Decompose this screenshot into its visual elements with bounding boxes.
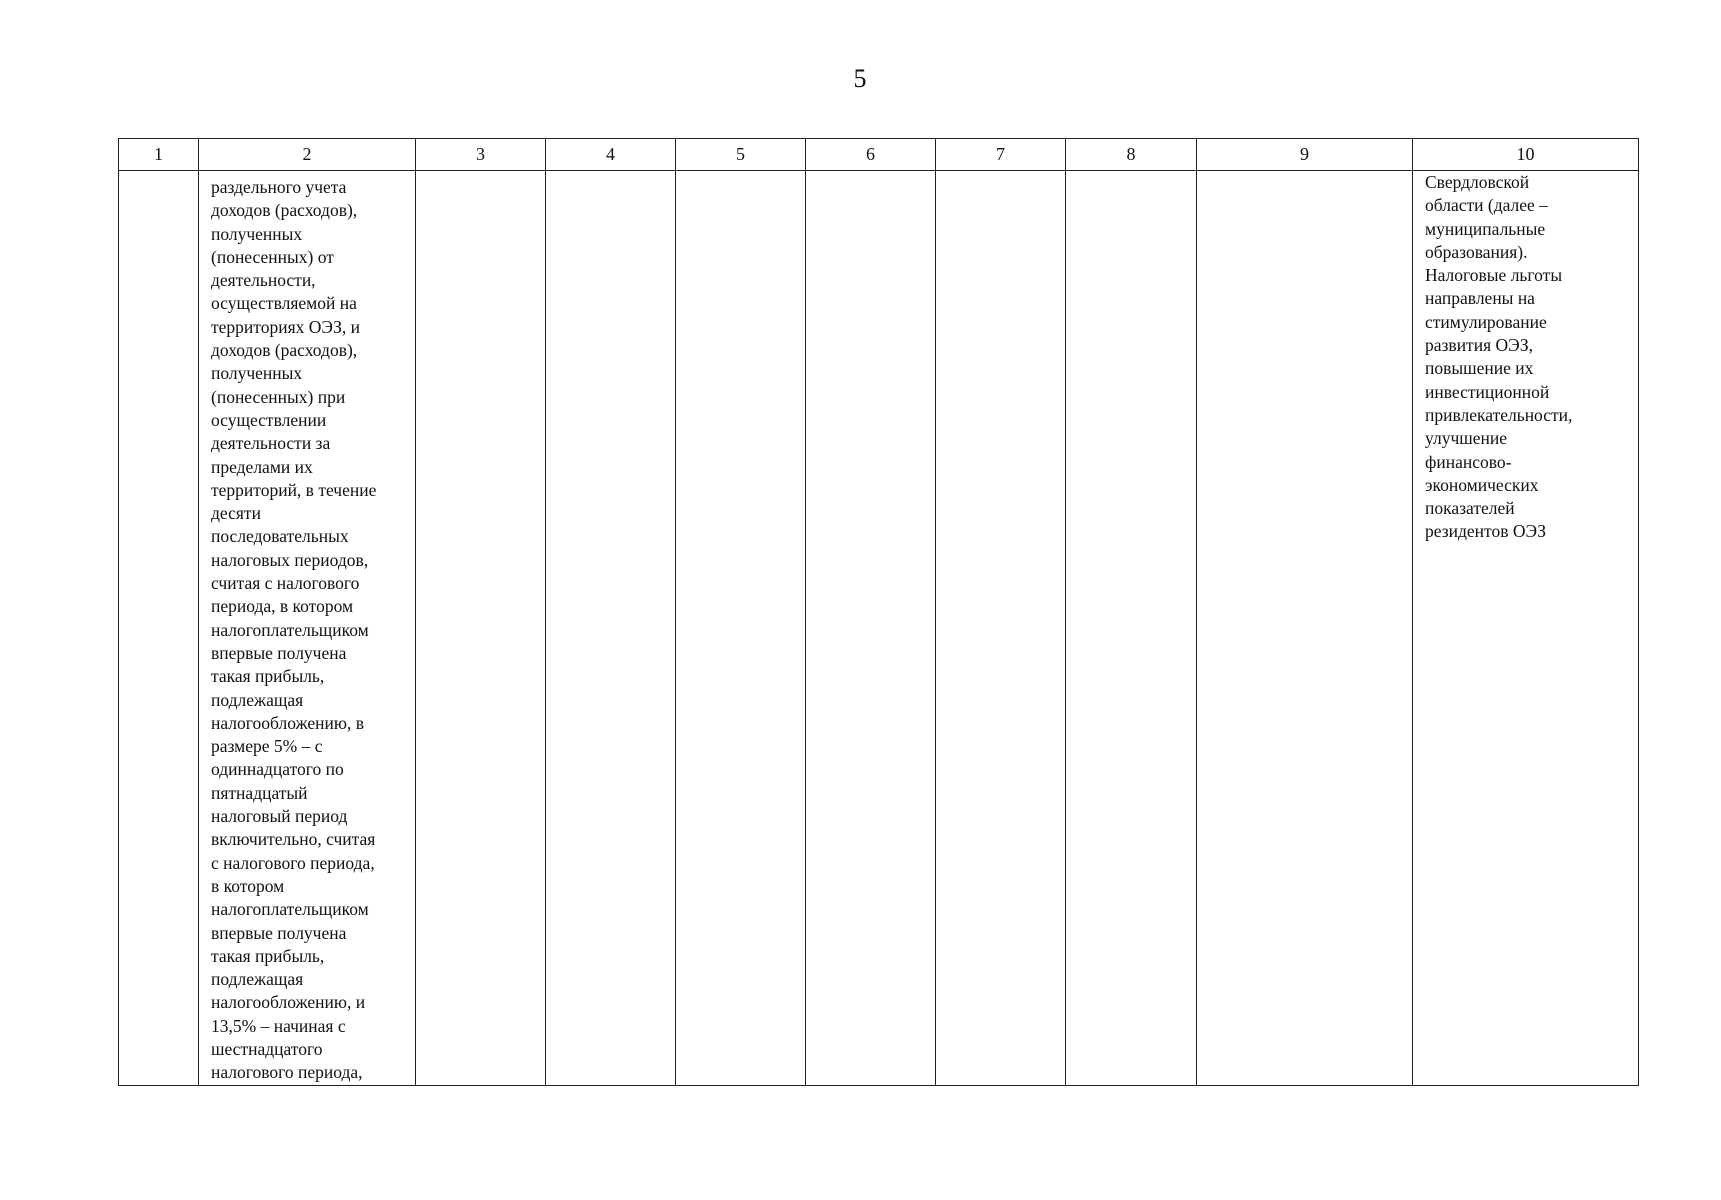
cell-col10 [1413,171,1639,1086]
column-header-3: 3 [416,139,546,171]
column-header-4: 4 [546,139,676,171]
column-header-8: 8 [1066,139,1197,171]
column-header-6: 6 [806,139,936,171]
cell-col7-text [936,171,1065,176]
cell-col10-text: Свердловской области (далее – муниципальные образования). Налоговые льготы направлены на стимулирование развития ОЭЗ, повышение их инвестиционной привлекательности, улучшение финансово- экономических показателей резидентов ОЭЗ [1425,172,1573,542]
header-row [119,139,1639,171]
column-header-9: 9 [1197,139,1413,171]
cell-col7 [936,171,1066,1086]
table-row [119,171,1639,1086]
cell-col3 [416,171,546,1086]
cell-col5-text [676,171,805,176]
cell-col9 [1197,171,1413,1086]
cell-col1 [119,171,199,1086]
cell-col2-text: раздельного учета доходов (расходов), полученных (понесенных) от деятельности, осуществляемой на территориях ОЭЗ, и доходов (расходов), полученных (понесенных) при осуществлении деятельности за пределами их территорий, в течение десяти последовательных налоговых периодов, считая с налогового периода, в котором налогоплательщиком впервые получена такая прибыль, подлежащая налогообложению, в размере 5% – с одиннадцатого по пятнадцатый налоговый период включительно, считая с налогового периода, в котором налогоплательщиком впервые получена такая прибыль, подлежащая налогообложению, и 13,5% – начиная с шестнадцатого налогового периода, [211,177,377,1083]
cell-col6-text [806,171,935,176]
cell-col1-text [119,171,198,176]
cell-col5 [676,171,806,1086]
column-header-7: 7 [936,139,1066,171]
column-header-2: 2 [199,139,416,171]
page-number: 5 [853,64,867,93]
cell-col3-text [416,171,545,176]
cell-col8-text [1066,171,1196,176]
cell-col4-text [546,171,675,176]
cell-col6 [806,171,936,1086]
column-header-1: 1 [119,139,199,171]
column-header-5: 5 [676,139,806,171]
column-header-10: 10 [1413,139,1639,171]
cell-col9-text [1197,171,1412,176]
benefits-table [118,138,1639,1086]
cell-col4 [546,171,676,1086]
cell-col2 [199,171,416,1086]
cell-col8 [1066,171,1197,1086]
